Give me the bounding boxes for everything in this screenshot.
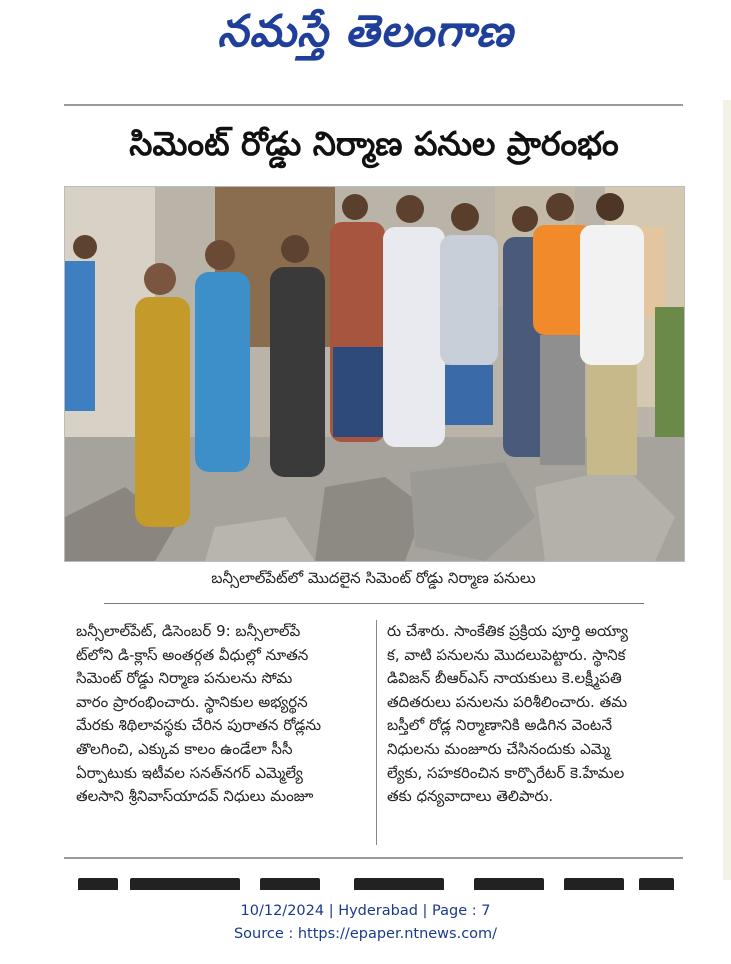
news-photo [64,186,685,562]
column-2-line: బస్తీలో రోడ్ల నిర్మాణానికి అడిగిన వెంటనే [387,716,612,735]
column-1-line: సిమెంట్ రోడ్డు నిర్మాణ పనులను సోమ [76,669,293,688]
caption-rule [104,603,644,604]
column-1-line: మేరకు శిథిలావస్థకు చేరిన పురాతన రోడ్లను [76,716,322,735]
cropped-next-headline [64,876,683,890]
column-2-line: డివిజన్ బీఆర్‌ఎస్ నాయకులు కె.లక్ష్మీపతి [387,669,622,688]
column-1-line: తొలగించి, ఎక్కువ కాలం ఉండేలా సీసీ [76,739,293,758]
masthead-rule [64,104,683,106]
column-2-line: క, వాటి పనులను మొదలుపెట్టారు. స్థానిక [387,645,626,664]
column-2-line: తదితరులు పనులను పరిశీలించారు. తమ [387,692,628,711]
column-1-line: ట్‌లోని డి-క్లాస్ అంతర్గత వీధుల్లో నూతన [76,645,309,664]
column-2-line: ల్యేకు, సహకరించిన కార్పొరేటర్ కె.హేమల [387,763,625,782]
article-column-2 [387,620,677,809]
column-1-line: ఏర్పాటుకు ఇటీవల సనత్‌నగర్ ఎమ్మెల్యే [76,763,303,782]
column-1-line: బన్సీలాల్‌పేట్, డిసెంబర్ 9: బన్సీలాల్‌పే [76,622,301,640]
footer-dateline: 10/12/2024 | Hyderabad | Page : 7 [240,903,491,919]
column-separator [376,620,377,845]
article-column-1 [76,620,366,809]
page-edge-shadow [723,100,731,880]
footer-source: Source : https://epaper.ntnews.com/ [233,926,498,942]
photo-illustration [65,187,684,561]
column-1-line: తలసాని శ్రీనివాస్‌యాదవ్ నిధులు మంజూ [76,787,314,806]
article-headline: సిమెంట్ రోడ్డు నిర్మాణ పనుల ప్రారంభం [129,124,619,163]
column-1-line: వారం ప్రారంభించారు. స్థానికుల అభ్యర్థన [76,692,308,711]
article-end-rule [64,857,683,859]
column-2-line: నిధులను మంజూరు చేసినందుకు ఎమ్మె [387,739,611,758]
photo-caption: బన్సీలాల్‌పేట్‌లో మొదలైన సిమెంట్ రోడ్డు నిర్మాణ పనులు [211,569,536,587]
column-2-line: తకు ధన్యవాదాలు తెలిపారు. [387,787,554,806]
newspaper-masthead: నమస్తే తెలంగాణ [217,6,514,57]
column-2-line: రు చేశారు. సాంకేతిక ప్రక్రియ పూర్తి అయ్యా [387,622,628,640]
